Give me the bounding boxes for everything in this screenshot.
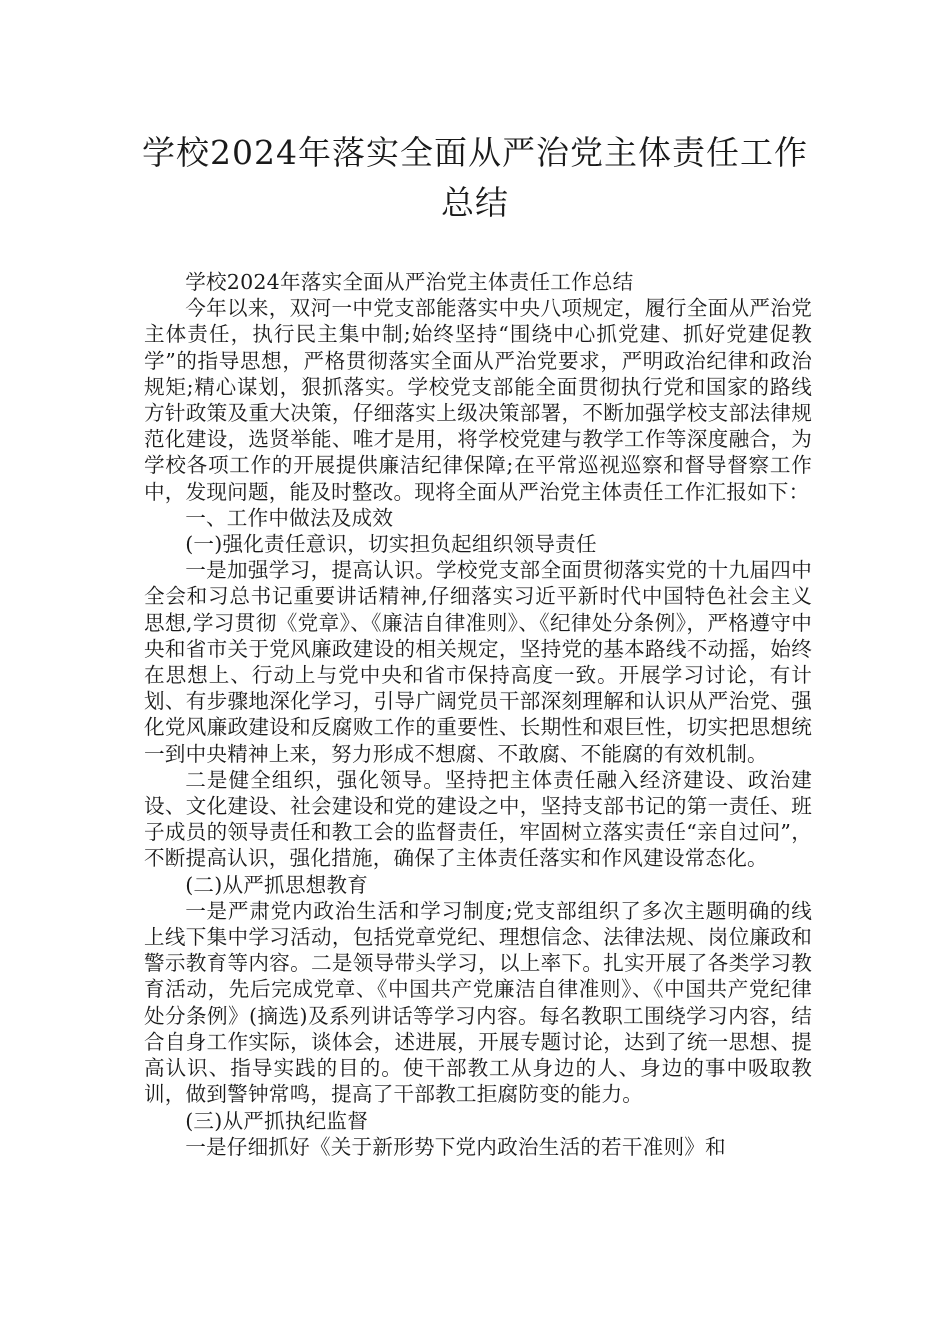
body-paragraph: 二是健全组织，强化领导。坚持把主体责任融入经济建设、政治建设、文化建设、社会建设和党的建设之中，坚持支部书记的第一责任、班子成员的领导责任和教工会的监督责任，牢固树立落实责任“亲自过问”，不断提高认识，强化措施，确保了主体责任落实和作风建设常态化。 (144, 767, 812, 871)
document-body (144, 269, 812, 1160)
body-paragraph-heading: 学校2024年落实全面从严治党主体责任工作总结 (185, 270, 634, 294)
subsection-heading: (二)从严抓思想教育 (185, 872, 369, 897)
subsection-heading: (三)从严抓执纪监督 (185, 1108, 369, 1133)
subsection-heading: (一)强化责任意识，切实担负起组织领导责任 (185, 532, 597, 557)
body-paragraph: 一是仔细抓好《关于新形势下党内政治生活的若干准则》和 (185, 1134, 726, 1159)
body-paragraph: 一是严肃党内政治生活和学习制度;党支部组织了多次主题明确的线上线下集中学习活动，包括党章党纪、理想信念、法律法规、岗位廉政和警示教育等内容。二是领导带头学习，以上率下。扎实开展了各类学习教育活动，先后完成党章、《中国共产党廉洁自律准则》、《中国共产党纪律处分条例》(摘选)及系列讲话等学习内容。每名教职工围绕学习内容，结合自身工作实际，谈体会，述进展，开展专题讨论，达到了统一思想、提高认识、指导实践的目的。使干部教工从身边的人、身边的事中吸取教训，做到警钟常鸣，提高了干部教工拒腐防变的能力。 (144, 898, 812, 1107)
body-paragraph: 一是加强学习，提高认识。学校党支部全面贯彻落实党的十九届四中全会和习总书记重要讲话精神,仔细落实习近平新时代中国特色社会主义思想,学习贯彻《党章》、《廉洁自律准则》、《纪律处分条例》，严格遵守中央和省市关于党风廉政建设的相关规定，坚持党的基本路线不动摇，始终在思想上、行动上与党中央和省市保持高度一致。开展学习讨论，有计划、有步骤地深化学习，引导广阔党员干部深刻理解和认识从严治党、强化党风廉政建设和反腐败工作的重要性、长期性和艰巨性，切实把思想统一到中央精神上来，努力形成不想腐、不敢腐、不能腐的有效机制。 (144, 558, 812, 766)
document-title: 学校2024年落实全面从严治党主体责任工作总结 (142, 133, 808, 222)
section-heading: 一、工作中做法及成效 (185, 505, 394, 530)
body-paragraph-intro: 今年以来，双河一中党支部能落实中央八项规定，履行全面从严治党主体责任，执行民主集中制;始终坚持“围绕中心抓党建、抓好党建促教学”的指导思想，严格贯彻落实全面从严治党要求，严明政治纪律和政治规矩;精心谋划，狠抓落实。学校党支部能全面贯彻执行党和国家的路线方针政策及重大决策，仔细落实上级决策部署，不断加强学校支部法律规范化建设，选贤举能、唯才是用，将学校党建与教学工作等深度融合，为学校各项工作的开展提供廉洁纪律保障;在平常巡视巡察和督导督察工作中，发现问题，能及时整改。现将全面从严治党主体责任工作汇报如下： (144, 296, 812, 504)
